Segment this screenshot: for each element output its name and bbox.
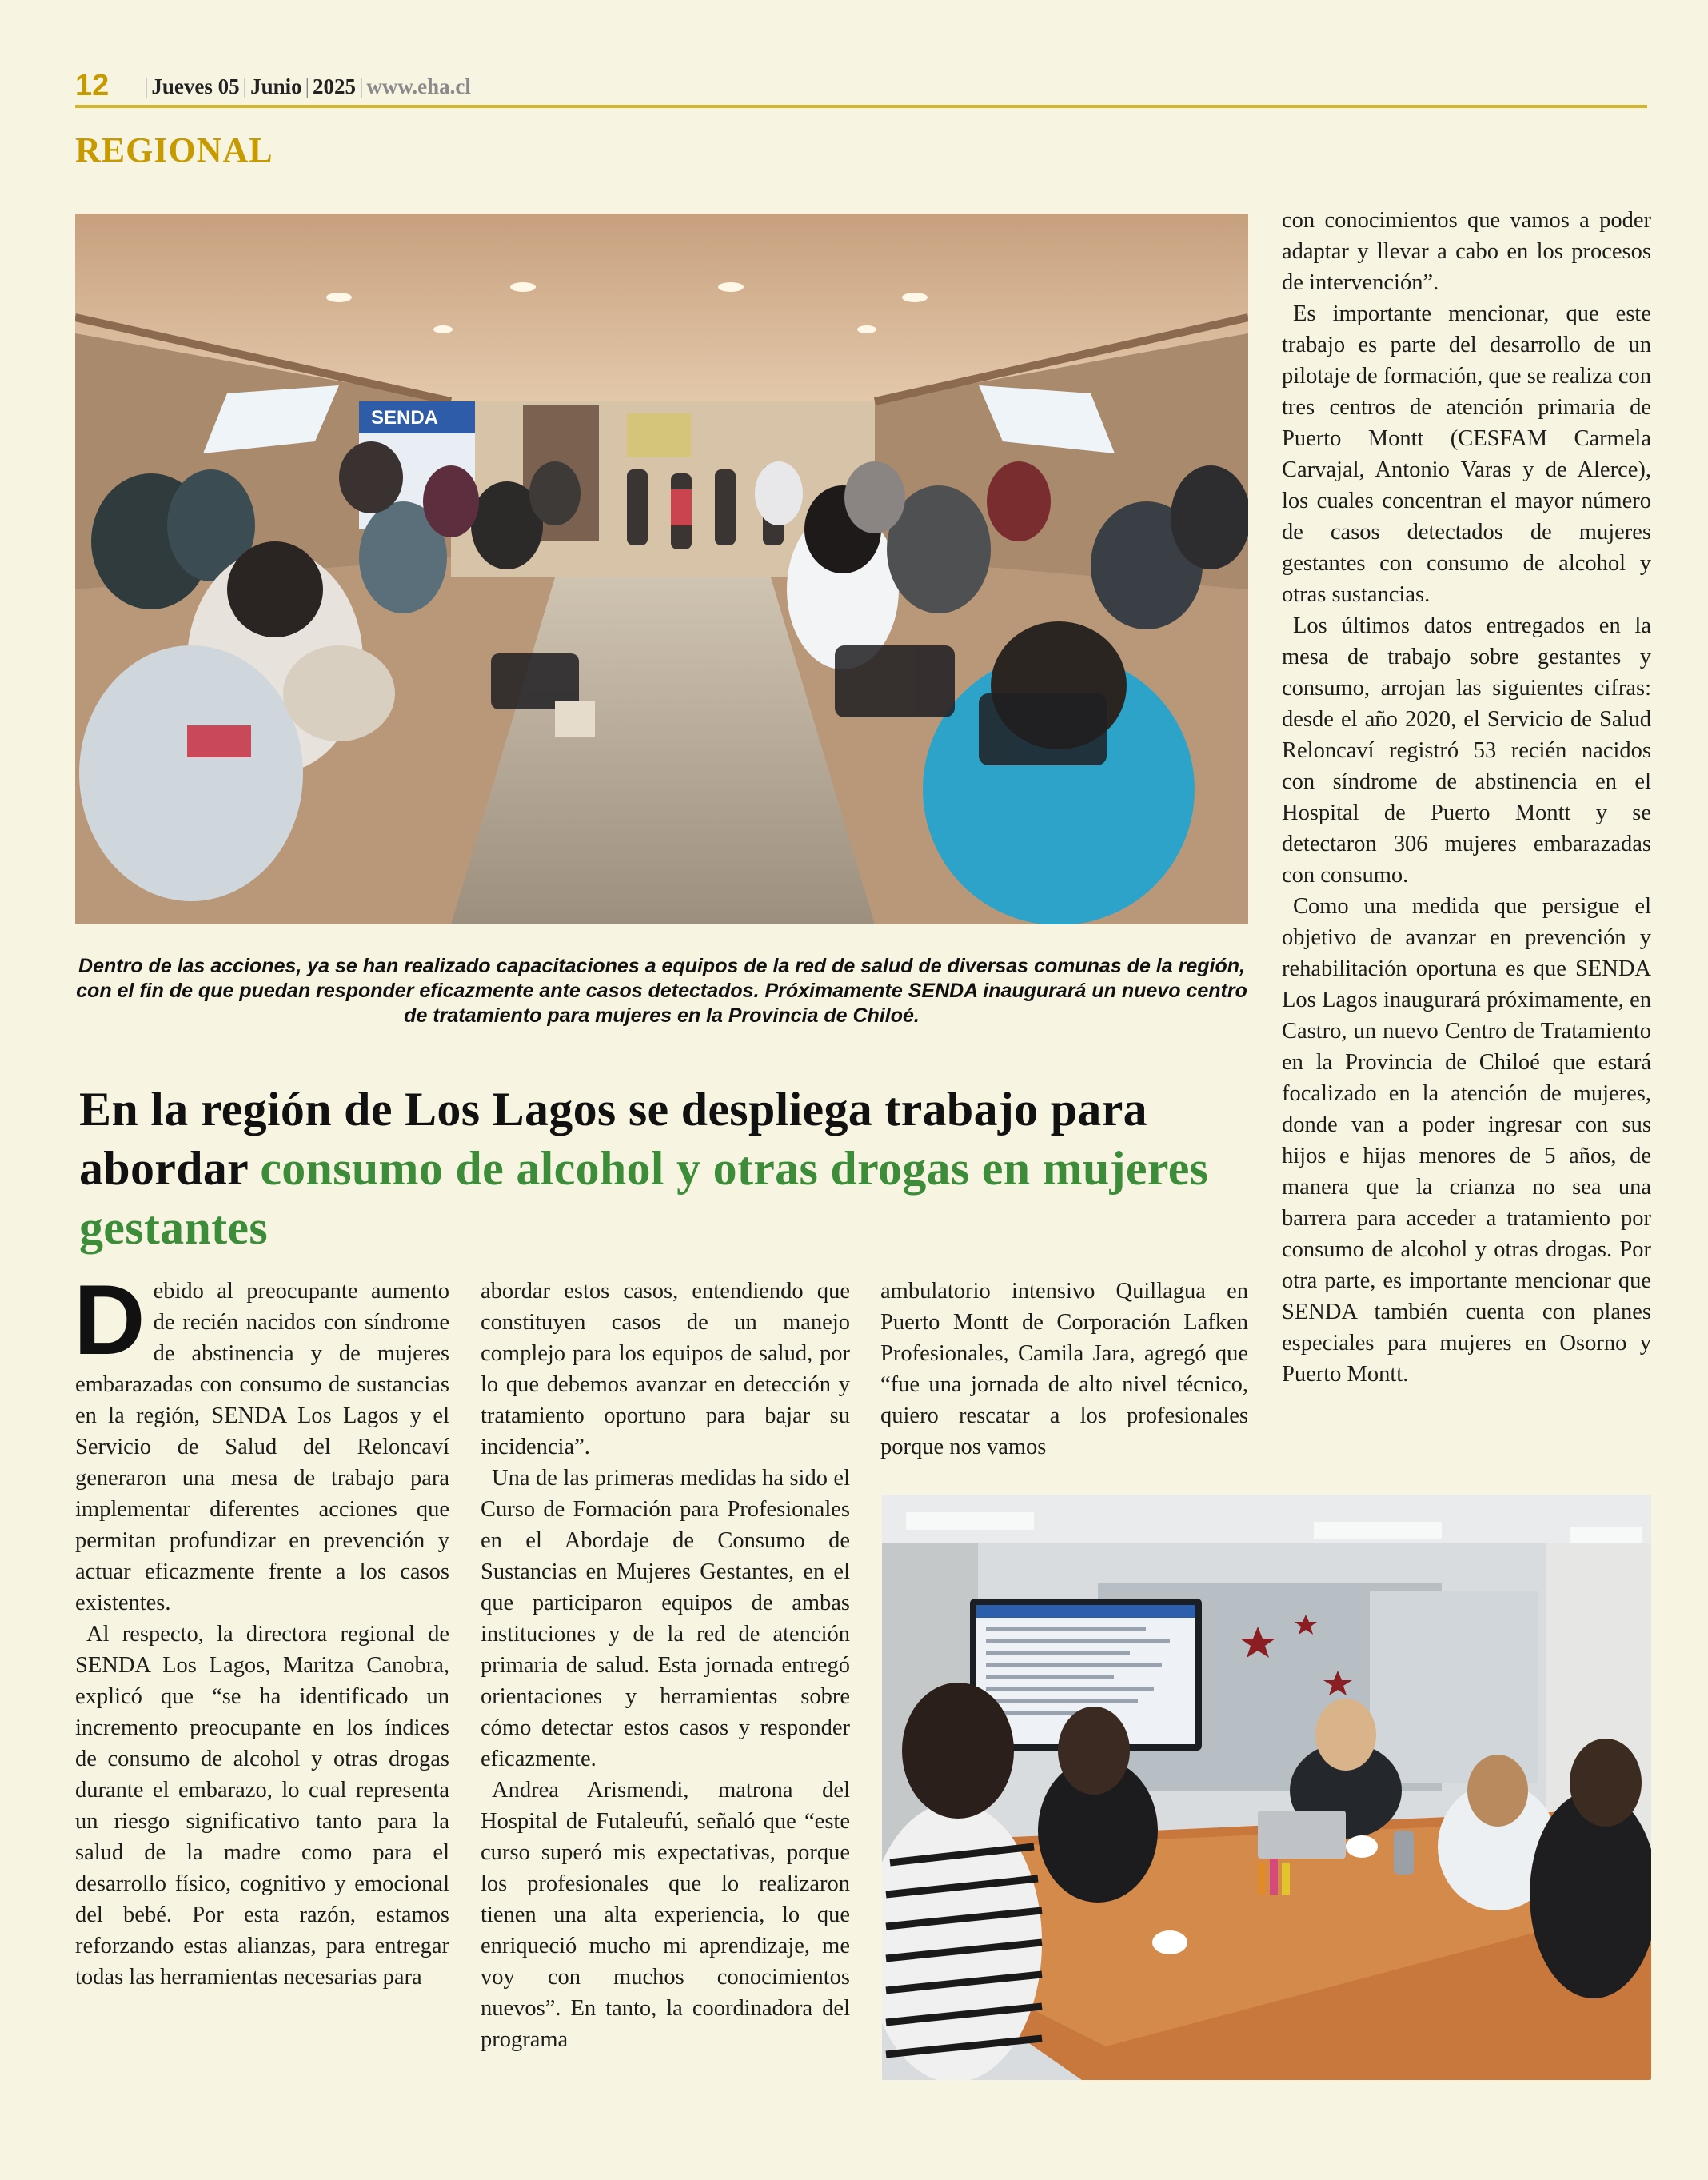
article-column-1 [74,1265,449,1993]
page-header [75,67,1647,102]
article-column-4 [1282,205,1651,1390]
issue-day: Jueves 05 [151,74,240,98]
article-paragraph: Una de las primeras medidas ha sido el Curso de Formación para Profesionales en el Abordaje de Consumo de Sustancias en Mujeres Gestantes, en el que participaron equipos de ambas instituciones y de la red de atención primaria de salud. Esta jornada entregó orientaciones y herramientas sobre cómo detectar estos casos y responder eficazmente. [481,1466,850,1771]
article-paragraph: abordar estos casos, entendiendo que constituyen casos de un manejo complejo para los equipos de salud, por lo que debemos avanzar en detección y tratamiento oportuno para bajar su incidencia”. [481,1279,850,1459]
photo-caption: Dentro de las acciones, ya se han realizado capacitaciones a equipos de la red de salud de diversas comunas de la región, con el fin de que puedan responder eficazmente ante casos detectados. Próximamente SENDA inaugurará un nuevo centro de tratamiento para mujeres en la Provincia de Chiloé. [76,955,1247,1027]
article-paragraph: Los últimos datos entregados en la mesa de trabajo sobre gestantes y consumo, arrojan las siguientes cifras: desde el año 2020, el Servicio de Salud Reloncaví registró 53 recién nacidos con síndrome de abstinencia en el Hospital de Puerto Montt y se detectaron 306 mujeres embarazadas con consumo. [1282,613,1651,888]
headline [79,1080,1247,1257]
article-paragraph: Andrea Arismendi, matrona del Hospital de Futaleufú, señaló que “este curso superó mis expectativas, porque los profesionales que lo realizaron tienen una alta experiencia, lo que enriqueció mucho mi aprendizaje, me voy con muchos conocimientos nuevos”. En tanto, la coordinadora del programa [481,1778,850,2052]
article-paragraph: Debido al preocupante aumento de recién nacidos con síndrome de abstinencia y de mujeres embarazadas con consumo de sustancias en la región, SENDA Los Lagos y el Servicio de Salud del Reloncaví generaron una mesa de trabajo para implementar diferentes acciones que permitan profundizar en prevención y actuar eficazmente frente a los casos existentes. [74,1265,449,1615]
article-paragraph: Como una medida que persigue el objetivo de avanzar en prevención y rehabilitación oportuna es que SENDA Los Lagos inaugurará próximamente, en Castro, un nuevo Centro de Tratamiento en la Provincia de Chiloé que estará focalizado en la atención de mujeres, donde van a poder ingresar con sus hijos e hijas menores de 5 años, de manera que la crianza no sea una barrera para acceder a tratamiento por consumo de alcohol y otras drogas. Por otra parte, es importante mencionar que SENDA también cuenta con planes especiales para mujeres en Osorno y Puerto Montt. [1282,894,1651,1387]
website-link[interactable]: www.eha.cl [366,74,471,98]
section-title: REGIONAL [75,130,273,170]
drop-cap: D [74,1265,146,1375]
article-column-2 [481,1276,850,2055]
issue-info: | Jueves 05 | Junio | 2025 | www.eha.cl [144,74,471,98]
senda-banner-text: SENDA [371,407,439,429]
article-paragraph: ambulatorio intensivo Quillagua en Puerto Montt de Corporación Lafken Profesionales, Camila Jara, agregó que “fue una jornada de alto nivel técnico, quiero rescatar a los profesionales porque nos vamos [880,1279,1248,1459]
header-rule [75,105,1647,108]
article-paragraph: Es importante mencionar, que este trabajo es parte del desarrollo de un pilotaje de formación, que se realiza con tres centros de atención primaria de Puerto Montt (CESFAM Carmela Carvajal, Antonio Varas y de Alerce), los cuales concentran el mayor número de casos detectados de mujeres gestantes con consumo de alcohol y otras sustancias. [1282,301,1651,607]
page-number: 12 [75,69,110,102]
issue-month: Junio [250,74,302,98]
article-paragraph: Al respecto, la directora regional de SENDA Los Lagos, Maritza Canobra, explicó que “se ha identificado un incremento preocupante en los índices de consumo de alcohol y otras drogas durante el embarazo, lo cual representa un riesgo significativo tanto para la salud de la madre como para el desarrollo físico, cognitivo y emocional del bebé. Por esta razón, estamos reforzando estas alianzas, para entregar todas las herramientas necesarias para [75,1622,449,1990]
headline-highlight: consumo de alcohol y otras drogas en mujeres gestantes [79,1142,1209,1254]
article-paragraph: con conocimientos que vamos a poder adaptar y llevar a cabo en los procesos de intervención”. [1282,208,1651,295]
training-session-photo [75,214,1248,924]
headline-part1: En la región de Los Lagos se despliega trabajo para abordar [79,1083,1147,1195]
meeting-photo [882,1495,1651,2080]
article-column-3 [880,1276,1248,1463]
issue-year: 2025 [313,74,357,98]
